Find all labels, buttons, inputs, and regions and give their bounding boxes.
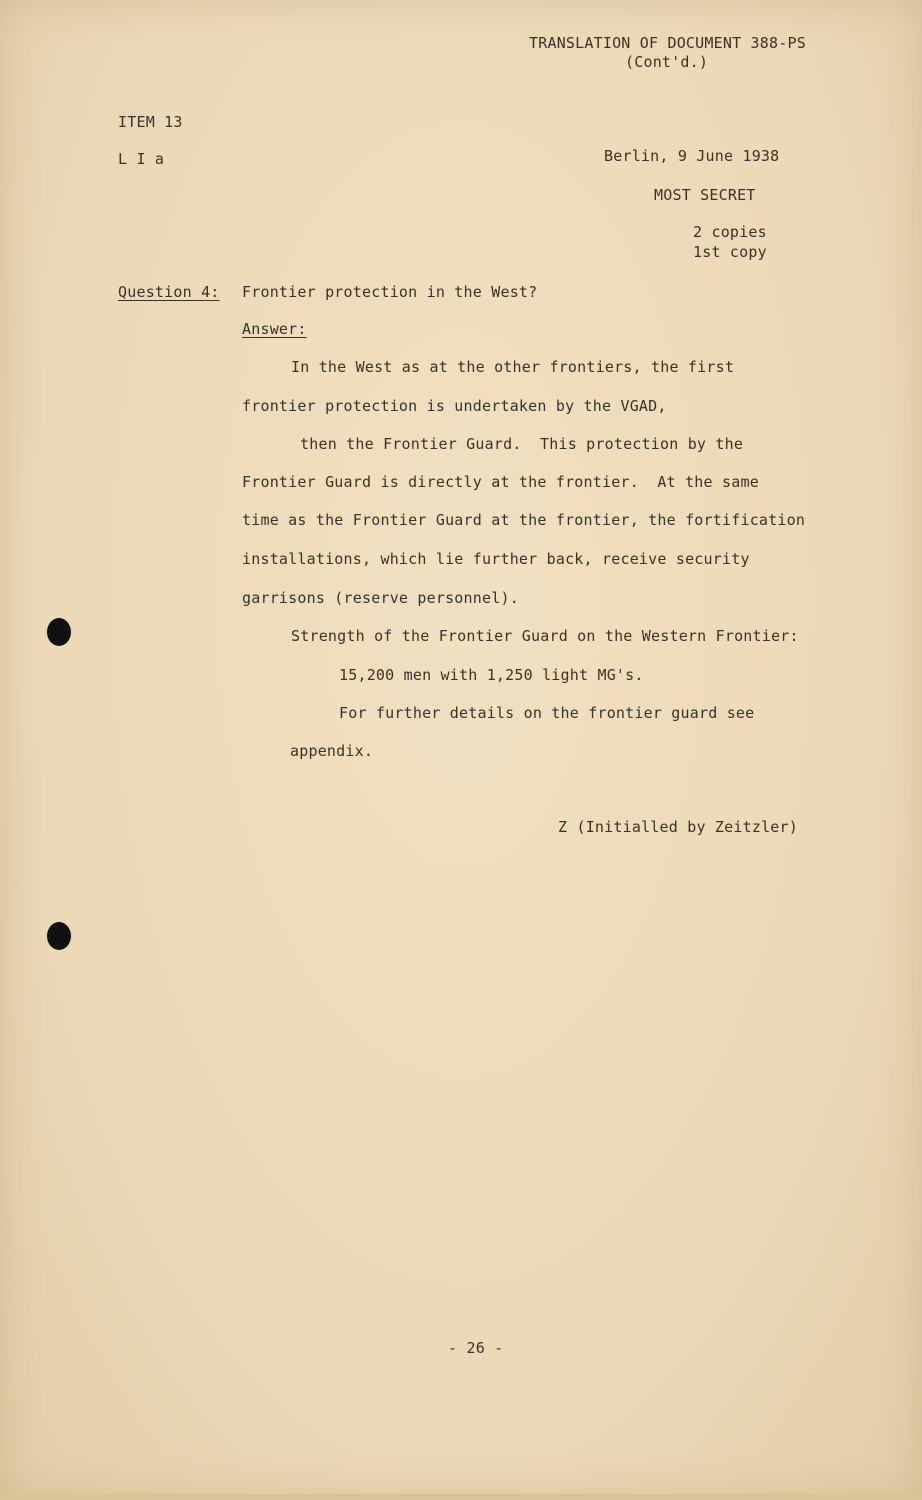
body-line: garrisons (reserve personnel). [242, 589, 519, 607]
office-code: L I a [118, 150, 165, 168]
punch-hole [47, 922, 71, 950]
body-line: For further details on the frontier guard see [339, 704, 755, 722]
signature: Z (Initialled by Zeitzler) [558, 818, 798, 836]
place-date: Berlin, 9 June 1938 [604, 147, 780, 165]
copies-count: 2 copies [693, 223, 767, 241]
page-number: - 26 - [448, 1339, 504, 1357]
copy-number: 1st copy [693, 243, 767, 261]
body-line: In the West as at the other frontiers, the first [291, 358, 735, 376]
body-line: 15,200 men with 1,250 light MG's. [339, 666, 644, 684]
body-line: appendix. [290, 742, 374, 760]
continued-note: (Cont'd.) [625, 53, 709, 71]
body-line: time as the Frontier Guard at the frontier, the fortification [242, 511, 806, 529]
body-line: Frontier Guard is directly at the frontier. At the same [242, 473, 759, 491]
question-label: Question 4: [118, 283, 220, 301]
question-text: Frontier protection in the West? [242, 283, 538, 301]
body-line: installations, which lie further back, receive security [242, 550, 750, 568]
body-line: Strength of the Frontier Guard on the Western Frontier: [291, 627, 799, 645]
body-line: then the Frontier Guard. This protection by the [300, 435, 744, 453]
page-edge [0, 1494, 922, 1500]
classification: MOST SECRET [654, 186, 756, 204]
document-title: TRANSLATION OF DOCUMENT 388-PS [529, 34, 806, 52]
answer-label: Answer: [242, 320, 307, 338]
body-line: frontier protection is undertaken by the VGAD, [242, 397, 667, 415]
item-number: ITEM 13 [118, 113, 183, 131]
punch-hole [47, 618, 71, 646]
